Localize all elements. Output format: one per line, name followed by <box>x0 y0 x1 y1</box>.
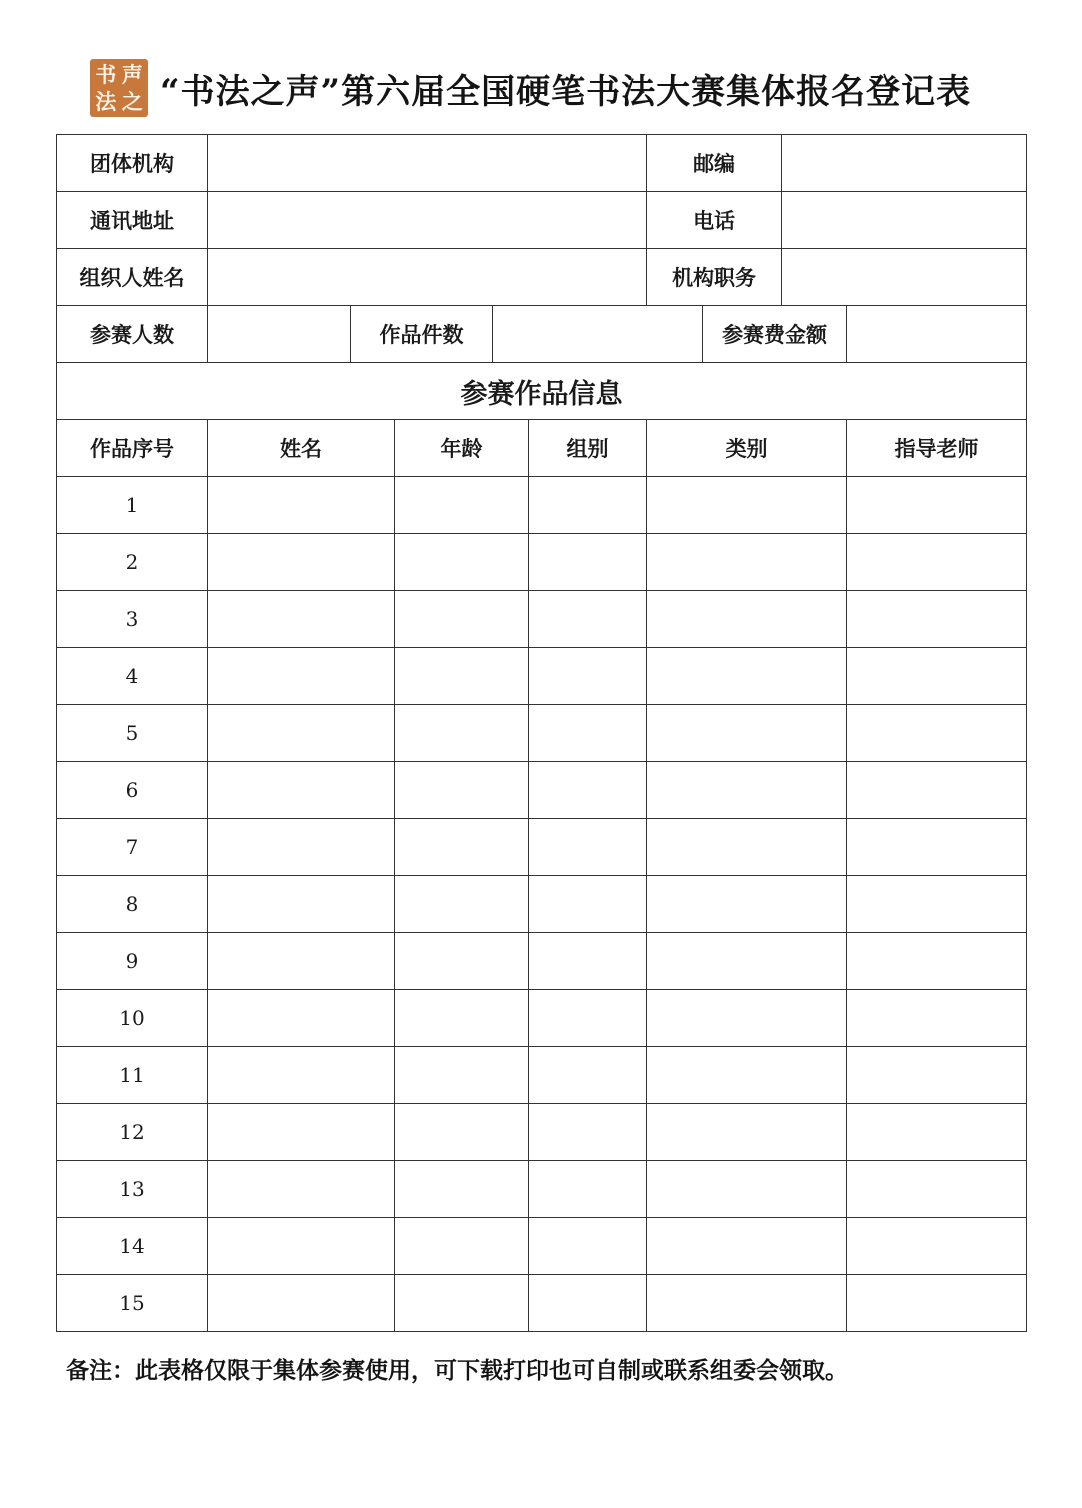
cell-age[interactable] <box>395 591 529 648</box>
cell-group[interactable] <box>529 1275 647 1332</box>
cell-index: 11 <box>57 1047 208 1104</box>
cell-name[interactable] <box>208 1047 395 1104</box>
cell-index: 10 <box>57 990 208 1047</box>
col-header-group: 组别 <box>529 420 647 477</box>
cell-category[interactable] <box>647 819 847 876</box>
cell-index: 7 <box>57 819 208 876</box>
seal-char: 法 <box>95 88 117 114</box>
postcode-label: 邮编 <box>647 135 782 192</box>
cell-group[interactable] <box>529 819 647 876</box>
cell-group[interactable] <box>529 762 647 819</box>
page-title: “书法之声”第六届全国硬笔书法大赛集体报名登记表 <box>160 71 972 112</box>
cell-teacher[interactable] <box>847 1047 1027 1104</box>
cell-teacher[interactable] <box>847 933 1027 990</box>
cell-index: 6 <box>57 762 208 819</box>
cell-index: 3 <box>57 591 208 648</box>
table-row <box>57 648 1027 705</box>
cell-group[interactable] <box>529 1161 647 1218</box>
cell-teacher[interactable] <box>847 819 1027 876</box>
cell-age[interactable] <box>395 1161 529 1218</box>
cell-age[interactable] <box>395 705 529 762</box>
cell-category[interactable] <box>647 648 847 705</box>
table-row <box>57 933 1027 990</box>
position-label: 机构职务 <box>647 249 782 306</box>
position-field[interactable] <box>782 249 1027 306</box>
phone-field[interactable] <box>782 192 1027 249</box>
cell-teacher[interactable] <box>847 705 1027 762</box>
cell-age[interactable] <box>395 990 529 1047</box>
organizer-row <box>57 249 1027 306</box>
address-label: 通讯地址 <box>57 192 208 249</box>
footnote: 备注：此表格仅限于集体参赛使用，可下载打印也可自制或联系组委会领取。 <box>66 1357 848 1384</box>
cell-teacher[interactable] <box>847 1218 1027 1275</box>
cell-index: 8 <box>57 876 208 933</box>
cell-category[interactable] <box>647 591 847 648</box>
cell-age[interactable] <box>395 762 529 819</box>
cell-group[interactable] <box>529 1218 647 1275</box>
cell-age[interactable] <box>395 876 529 933</box>
cell-teacher[interactable] <box>847 591 1027 648</box>
table-row <box>57 990 1027 1047</box>
cell-category[interactable] <box>647 1161 847 1218</box>
cell-age[interactable] <box>395 933 529 990</box>
cell-teacher[interactable] <box>847 648 1027 705</box>
cell-category[interactable] <box>647 1218 847 1275</box>
cell-age[interactable] <box>395 1275 529 1332</box>
org-row <box>57 135 1027 192</box>
cell-name[interactable] <box>208 705 395 762</box>
address-field[interactable] <box>208 192 647 249</box>
cell-category[interactable] <box>647 933 847 990</box>
participants-label: 参赛人数 <box>57 306 208 363</box>
table-row <box>57 1161 1027 1218</box>
col-header-name: 姓名 <box>208 420 395 477</box>
cell-age[interactable] <box>395 819 529 876</box>
cell-index: 5 <box>57 705 208 762</box>
cell-name[interactable] <box>208 648 395 705</box>
cell-age[interactable] <box>395 534 529 591</box>
seal-char: 之 <box>121 88 143 114</box>
cell-name[interactable] <box>208 1218 395 1275</box>
cell-group[interactable] <box>529 1047 647 1104</box>
table-row <box>57 477 1027 534</box>
col-header-category: 类别 <box>647 420 847 477</box>
cell-index: 13 <box>57 1161 208 1218</box>
cell-name[interactable] <box>208 819 395 876</box>
cell-group[interactable] <box>529 477 647 534</box>
cell-group[interactable] <box>529 591 647 648</box>
cell-category[interactable] <box>647 1104 847 1161</box>
cell-name[interactable] <box>208 762 395 819</box>
seal-char: 书 <box>95 62 117 88</box>
postcode-field[interactable] <box>782 135 1027 192</box>
table-row <box>57 1047 1027 1104</box>
section-title: 参赛作品信息 <box>57 363 1027 420</box>
cell-group[interactable] <box>529 990 647 1047</box>
cell-group[interactable] <box>529 534 647 591</box>
cell-name[interactable] <box>208 534 395 591</box>
cell-name[interactable] <box>208 933 395 990</box>
table-row <box>57 705 1027 762</box>
fee-field[interactable] <box>847 306 1027 363</box>
cell-name[interactable] <box>208 477 395 534</box>
seal-logo <box>90 59 148 117</box>
cell-teacher[interactable] <box>847 1161 1027 1218</box>
registration-table <box>56 134 1027 1332</box>
cell-category[interactable] <box>647 1047 847 1104</box>
columns-header <box>57 420 1027 477</box>
cell-age[interactable] <box>395 648 529 705</box>
entry-rows <box>57 477 1027 1332</box>
cell-age[interactable] <box>395 1047 529 1104</box>
cell-category[interactable] <box>647 762 847 819</box>
organizer-label: 组织人姓名 <box>57 249 208 306</box>
section-row <box>57 363 1027 420</box>
cell-group[interactable] <box>529 933 647 990</box>
cell-teacher[interactable] <box>847 762 1027 819</box>
col-header-teacher: 指导老师 <box>847 420 1027 477</box>
header <box>90 58 1010 118</box>
col-header-index: 作品序号 <box>57 420 208 477</box>
cell-age[interactable] <box>395 477 529 534</box>
table-row <box>57 1218 1027 1275</box>
cell-group[interactable] <box>529 1104 647 1161</box>
cell-name[interactable] <box>208 876 395 933</box>
table-row <box>57 1104 1027 1161</box>
cell-name[interactable] <box>208 990 395 1047</box>
organizer-field[interactable] <box>208 249 647 306</box>
table-row <box>57 591 1027 648</box>
seal-char: 声 <box>121 62 143 88</box>
cell-index: 1 <box>57 477 208 534</box>
cell-age[interactable] <box>395 1218 529 1275</box>
cell-group[interactable] <box>529 876 647 933</box>
cell-group[interactable] <box>529 648 647 705</box>
org-label: 团体机构 <box>57 135 208 192</box>
cell-name[interactable] <box>208 591 395 648</box>
cell-index: 9 <box>57 933 208 990</box>
cell-name[interactable] <box>208 1104 395 1161</box>
cell-category[interactable] <box>647 534 847 591</box>
col-header-age: 年龄 <box>395 420 529 477</box>
cell-teacher[interactable] <box>847 1275 1027 1332</box>
org-field[interactable] <box>208 135 647 192</box>
phone-label: 电话 <box>647 192 782 249</box>
fee-label: 参赛费金额 <box>703 306 847 363</box>
cell-index: 12 <box>57 1104 208 1161</box>
table-row <box>57 1275 1027 1332</box>
cell-category[interactable] <box>647 1275 847 1332</box>
works-field[interactable] <box>493 306 703 363</box>
cell-category[interactable] <box>647 477 847 534</box>
cell-index: 2 <box>57 534 208 591</box>
cell-teacher[interactable] <box>847 477 1027 534</box>
cell-category[interactable] <box>647 990 847 1047</box>
cell-name[interactable] <box>208 1275 395 1332</box>
counts-row <box>57 306 1027 363</box>
cell-category[interactable] <box>647 705 847 762</box>
cell-index: 15 <box>57 1275 208 1332</box>
cell-group[interactable] <box>529 705 647 762</box>
cell-name[interactable] <box>208 1161 395 1218</box>
cell-index: 14 <box>57 1218 208 1275</box>
cell-teacher[interactable] <box>847 534 1027 591</box>
cell-teacher[interactable] <box>847 990 1027 1047</box>
cell-age[interactable] <box>395 1104 529 1161</box>
cell-teacher[interactable] <box>847 876 1027 933</box>
table-row <box>57 762 1027 819</box>
address-row <box>57 192 1027 249</box>
participants-field[interactable] <box>208 306 351 363</box>
cell-category[interactable] <box>647 876 847 933</box>
cell-index: 4 <box>57 648 208 705</box>
table-row <box>57 819 1027 876</box>
cell-teacher[interactable] <box>847 1104 1027 1161</box>
table-row <box>57 876 1027 933</box>
works-label: 作品件数 <box>351 306 493 363</box>
table-row <box>57 534 1027 591</box>
